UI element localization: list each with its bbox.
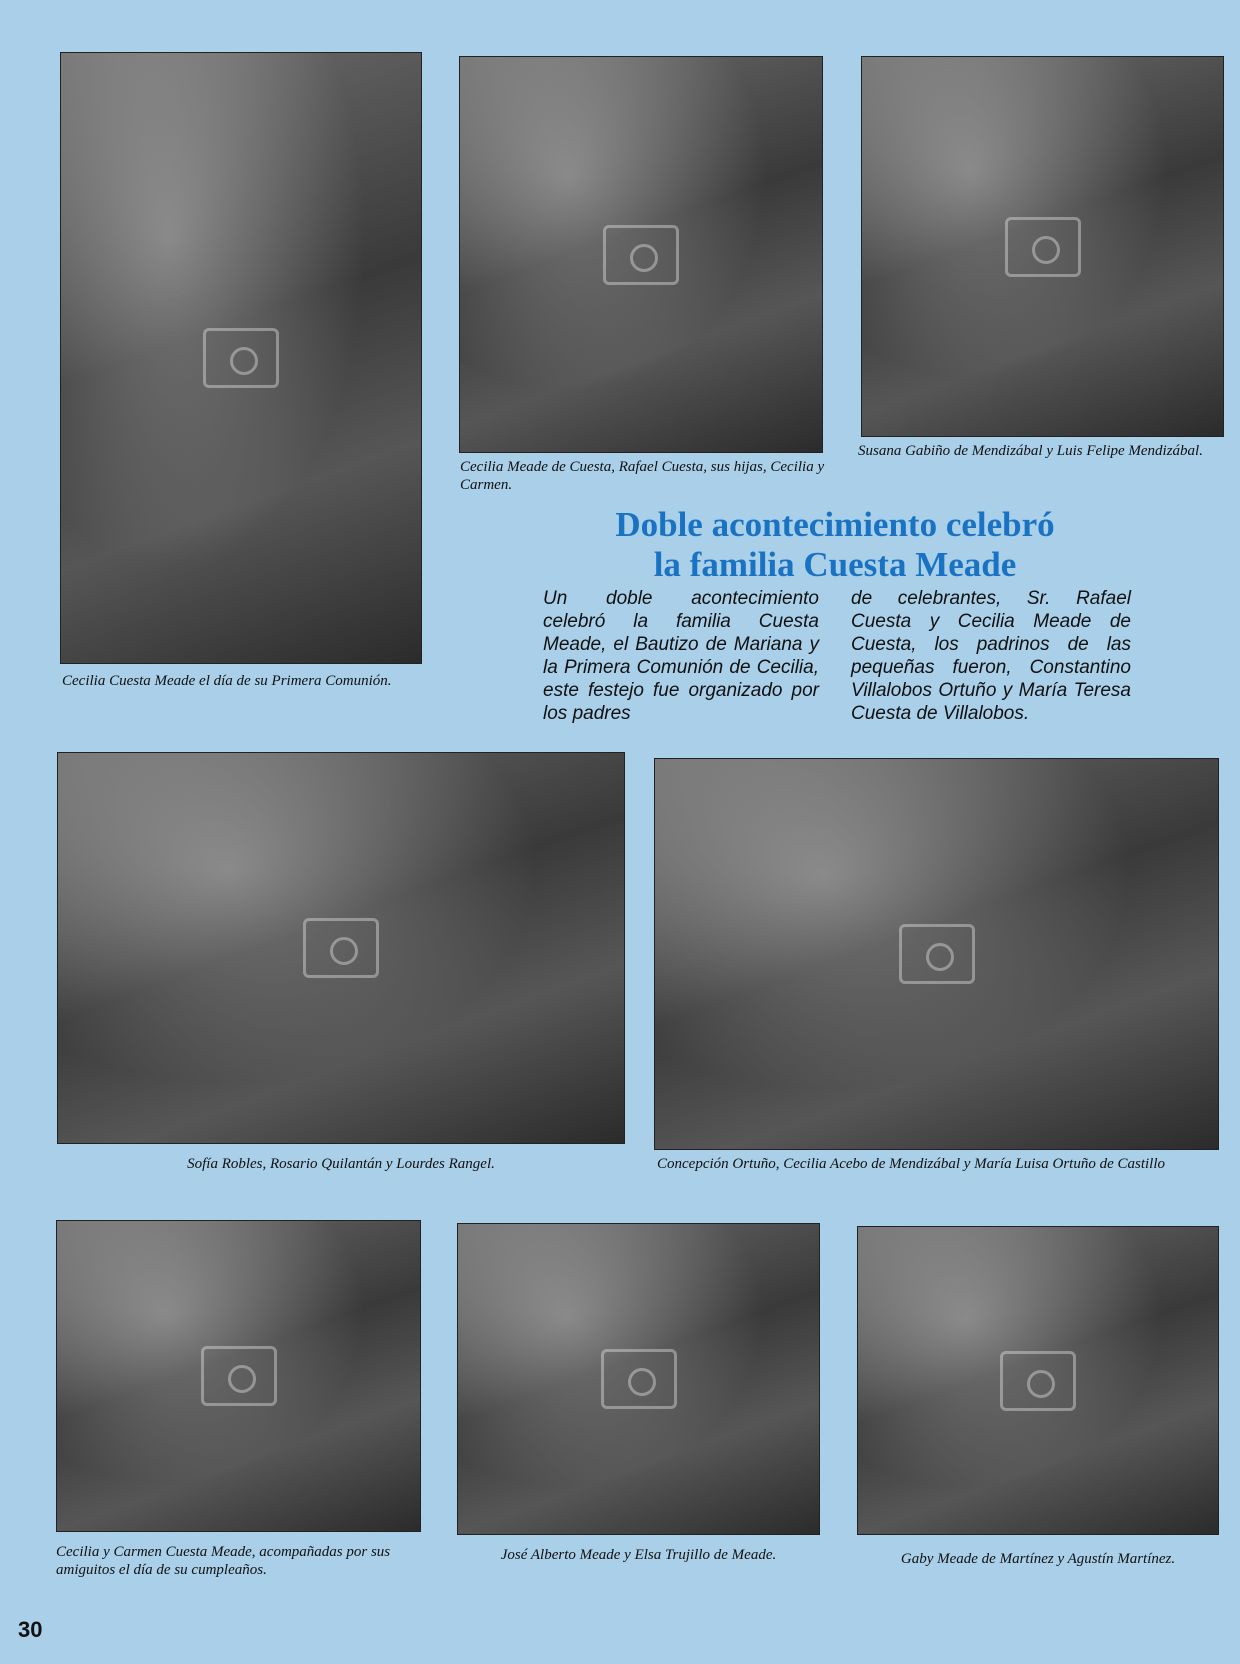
photo-couple-martinez [857, 1226, 1219, 1535]
photo-family-portrait [459, 56, 823, 453]
page-number: 30 [18, 1617, 43, 1642]
caption-photo3: Susana Gabiño de Mendizábal y Luis Felipe Mendizábal. [858, 443, 1203, 459]
caption-photo8: Gaby Meade de Martínez y Agustín Martínez. [900, 1551, 1176, 1567]
article-column-1: Un doble acontecimiento celebró la familia Cuesta Meade, el Bautizo de Mariana y la Primera Comunión de Cecilia, este festejo fue organizado por los padres [543, 588, 819, 724]
photo-three-women-garden [57, 752, 625, 1144]
photo-icon [303, 918, 379, 978]
caption-photo1: Cecilia Cuesta Meade el día de su Primera Comunión. [62, 673, 392, 689]
photo-icon [601, 1349, 677, 1409]
headline-line-1: Doble acontecimiento celebró [615, 505, 1055, 544]
photo-icon [1005, 217, 1081, 277]
photo-three-ladies-table [654, 758, 1219, 1150]
photo-icon [201, 1346, 277, 1406]
caption-photo7: José Alberto Meade y Elsa Trujillo de Meade. [500, 1547, 777, 1563]
photo-couple-mendizabal [861, 56, 1224, 437]
photo-icon [899, 924, 975, 984]
caption-photo4: Sofía Robles, Rosario Quilantán y Lourdes Rangel. [187, 1156, 495, 1172]
caption-photo2: Cecilia Meade de Cuesta, Rafael Cuesta, sus hijas, Cecilia y Carmen. [460, 459, 825, 493]
photo-children-birthday [56, 1220, 421, 1532]
caption-photo6: Cecilia y Carmen Cuesta Meade, acompañadas por sus amiguitos el día de su cumpleaños. [56, 1544, 391, 1578]
photo-couple-meade-trujillo [457, 1223, 820, 1535]
photo-icon [1000, 1351, 1076, 1411]
photo-first-communion-girl [60, 52, 422, 664]
article-column-2: de celebrantes, Sr. Rafael Cuesta y Cecilia Meade de Cuesta, los padrinos de las pequeñas fueron, Constantino Villalobos Ortuño y María Teresa Cuesta de Villalobos. [851, 588, 1131, 724]
article-headline [540, 505, 1130, 585]
headline-line-2: la familia Cuesta Meade [653, 545, 1017, 584]
photo-icon [203, 328, 279, 388]
photo-icon [603, 225, 679, 285]
caption-photo5: Concepción Ortuño, Cecilia Acebo de Mendizábal y María Luisa Ortuño de Castillo [657, 1156, 1166, 1172]
